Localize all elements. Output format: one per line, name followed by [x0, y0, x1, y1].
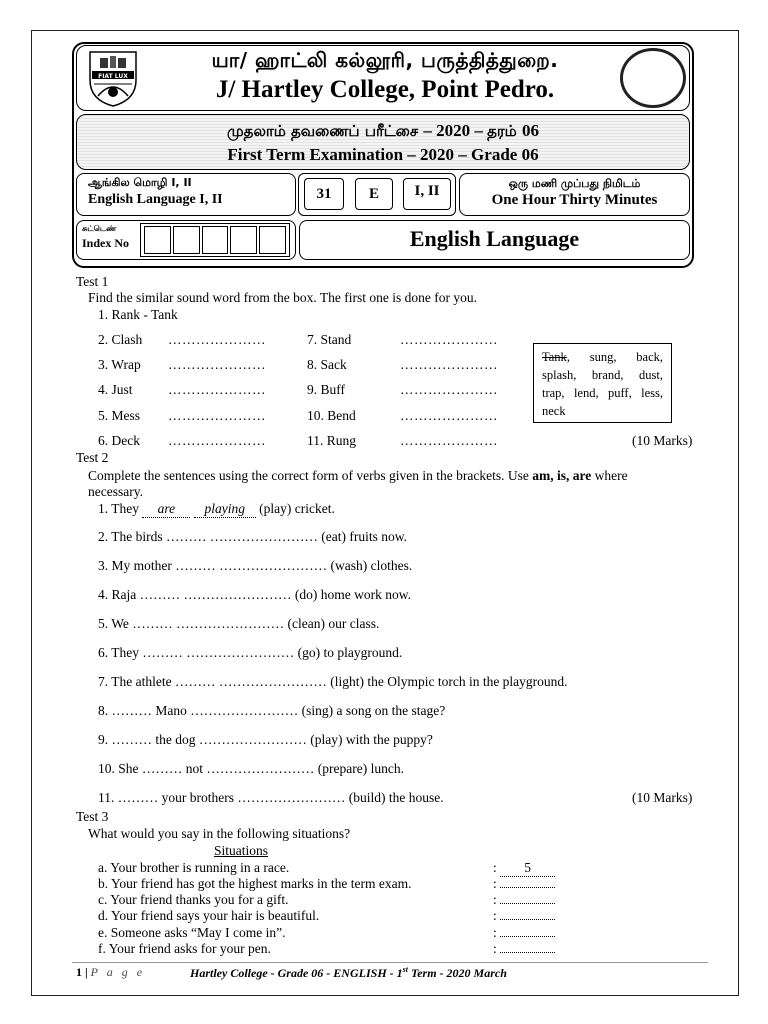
test1-item: 5. Mess [98, 408, 141, 423]
situation-item: a. Your brother is running in a race. [98, 860, 290, 875]
answer-blank[interactable]: ………………… [400, 433, 498, 448]
situation-item: c. Your friend thanks you for a gift. [98, 892, 289, 907]
grade-number: 06 [521, 121, 539, 140]
word-box [533, 343, 672, 423]
test2-instruction: Complete the sentences using the correct form of verbs given in the brackets. Use am, is, are where [88, 468, 628, 483]
exam-label-tamil: முதலாம் தவணைப் பரீட்சை [227, 122, 419, 140]
test2-item[interactable]: 11. ……… your brothers …………………… (build) the house. [98, 790, 444, 805]
answer-field[interactable]: : [493, 925, 555, 941]
answer-blank[interactable]: ………………… [400, 382, 498, 397]
footer-divider [72, 962, 708, 963]
answer-blank[interactable]: ………………… [168, 382, 266, 397]
test2-item[interactable]: 7. The athlete ……… …………………… (light) the Olympic torch in the playground. [98, 674, 568, 689]
test2-item[interactable]: 6. They ……… …………………… (go) to playground. [98, 645, 403, 660]
stamp-circle [620, 48, 686, 108]
answer-field[interactable]: : [493, 908, 555, 924]
test1-item: 8. Sack [307, 357, 347, 372]
index-label-english: Index No [82, 236, 130, 250]
answer-field[interactable]: : 5 [493, 860, 555, 877]
test2-title: Test 2 [76, 450, 109, 465]
school-crest-icon [84, 48, 142, 108]
example-answer: playing [194, 501, 256, 518]
test2-instruction-cont: necessary. [88, 484, 143, 499]
test2-item[interactable]: 2. The birds ……… …………………… (eat) fruits now. [98, 529, 407, 544]
school-name-tamil: யா/ ஹாட்லி கல்லூரி, பருத்தித்துறை. [211, 48, 559, 72]
struck-word: Tank [542, 350, 567, 364]
test2-item[interactable]: 5. We ……… …………………… (clean) our class. [98, 616, 380, 631]
paper-code-cell: E [355, 178, 393, 210]
duration-tamil: ஒரு மணி முப்பது நிமிடம் [508, 177, 641, 190]
exam-title-english: First Term Examination – 2020 – Grade 06 [227, 145, 539, 164]
test2-item[interactable]: 8. ……… Mano …………………… (sing) a song on the stage? [98, 703, 446, 718]
exam-year: 2020 [436, 121, 471, 140]
subject-english: English Language I, II [88, 192, 223, 207]
index-digit-cell[interactable] [202, 226, 229, 254]
situations-heading: Situations [214, 843, 269, 858]
test1-title: Test 1 [76, 274, 109, 289]
test2-item[interactable]: 10. She ……… not …………………… (prepare) lunch. [98, 761, 404, 776]
grade-label-tamil: தரம் [487, 122, 517, 140]
footer-text: Hartley College - Grade 06 - ENGLISH - 1st Term - 2020 March [190, 965, 507, 980]
school-name-english: J/ Hartley College, Point Pedro. [215, 76, 555, 103]
index-label-tamil: சுட்டெண் [82, 224, 117, 233]
test1-item: 10. Bend [307, 408, 356, 423]
answer-field[interactable]: : [493, 892, 555, 908]
paper-title: English Language [409, 226, 580, 251]
index-digit-cell[interactable] [173, 226, 200, 254]
test1-instruction: Find the similar sound word from the box. The first one is done for you. [88, 290, 477, 305]
word-list: , sung, back, splash, brand, dust, trap, lend, puff, less, neck [542, 350, 663, 418]
test3-instruction: What would you say in the following situations? [88, 826, 351, 841]
paper-code-cell: 31 [304, 178, 344, 210]
test1-item: 9. Buff [307, 382, 346, 397]
answer-field[interactable]: : [493, 941, 555, 957]
answer-field[interactable]: : [493, 876, 555, 892]
index-number-cells[interactable] [140, 223, 290, 257]
situation-item: b. Your friend has got the highest marks in the term exam. [98, 876, 412, 891]
index-digit-cell[interactable] [230, 226, 257, 254]
test2-item[interactable]: 4. Raja ……… …………………… (do) home work now. [98, 587, 411, 602]
answer-blank[interactable]: ………………… [168, 357, 266, 372]
test1-item: 2. Clash [98, 332, 143, 347]
test2-item[interactable]: 3. My mother ……… …………………… (wash) clothes. [98, 558, 413, 573]
situation-item: f. Your friend asks for your pen. [98, 941, 271, 956]
test2-example: 1. They are playing (play) cricket. [98, 501, 335, 516]
answer-blank[interactable]: ………………… [400, 332, 498, 347]
page-number: 1 | P a g e [76, 965, 146, 979]
test3-title: Test 3 [76, 809, 109, 824]
test1-item: 4. Just [98, 382, 133, 397]
duration-english: One Hour Thirty Minutes [491, 192, 658, 208]
exam-title-tamil: முதலாம் தவணைப் பரீட்சை – 2020 – தரம் 06 [227, 121, 539, 140]
test1-example: 1. Rank - Tank [98, 307, 178, 322]
situation-item: e. Someone asks “May I come in”. [98, 925, 286, 940]
answer-blank[interactable]: ………………… [400, 408, 498, 423]
test1-item: 11. Rung [307, 433, 357, 448]
test1-item: 3. Wrap [98, 357, 141, 372]
index-digit-cell[interactable] [144, 226, 171, 254]
paper-code-cell: I, II [403, 178, 451, 210]
answer-blank[interactable]: ………………… [400, 357, 498, 372]
index-digit-cell[interactable] [259, 226, 286, 254]
test1-marks: (10 Marks) [632, 433, 693, 448]
subject-tamil: ஆங்கில மொழி I, II [88, 176, 192, 189]
example-answer: are [142, 501, 190, 518]
answer-blank[interactable]: ………………… [168, 433, 266, 448]
answer-blank[interactable]: ………………… [168, 332, 266, 347]
situation-item: d. Your friend says your hair is beautiful. [98, 908, 320, 923]
test2-marks: (10 Marks) [632, 790, 693, 805]
test2-item[interactable]: 9. ……… the dog …………………… (play) with the puppy? [98, 732, 433, 747]
answer-blank[interactable]: ………………… [168, 408, 266, 423]
test1-item: 7. Stand [307, 332, 352, 347]
test1-item: 6. Deck [98, 433, 140, 448]
crest-motto: FIAT LUX [98, 73, 128, 80]
